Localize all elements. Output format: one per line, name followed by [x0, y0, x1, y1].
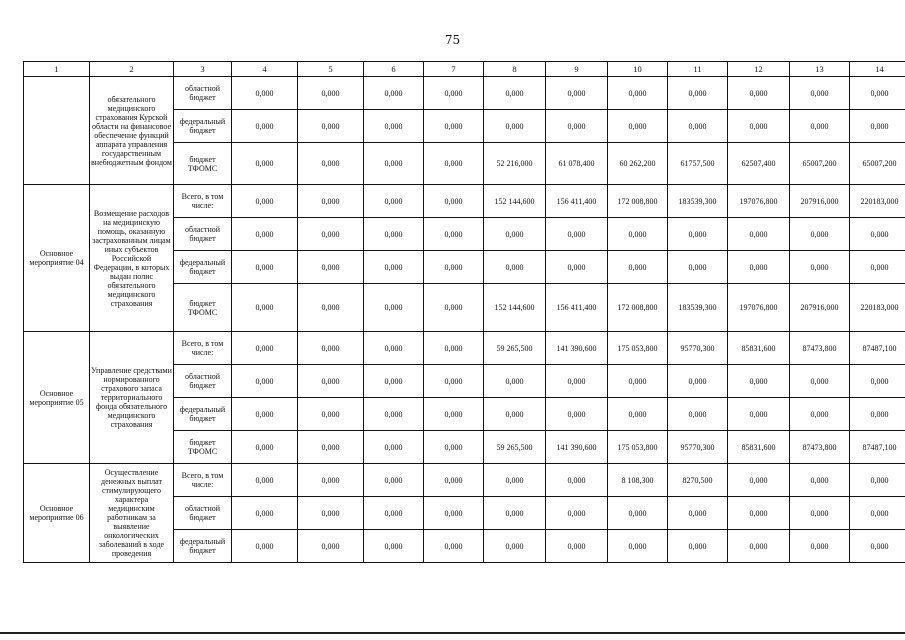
- value-cell: 0,000: [546, 464, 608, 497]
- funding-source-cell: областной бюджет: [174, 365, 232, 398]
- column-header: 12: [728, 62, 790, 77]
- value-cell: 172 008,800: [608, 284, 668, 332]
- value-cell: 207916,000: [790, 284, 850, 332]
- value-cell: 0,000: [424, 143, 484, 185]
- value-cell: 0,000: [546, 365, 608, 398]
- value-cell: 0,000: [424, 365, 484, 398]
- value-cell: 0,000: [668, 398, 728, 431]
- value-cell: 0,000: [364, 365, 424, 398]
- value-cell: 0,000: [850, 218, 905, 251]
- value-cell: 0,000: [608, 365, 668, 398]
- value-cell: 0,000: [728, 464, 790, 497]
- value-cell: 220183,000: [850, 185, 905, 218]
- value-cell: 0,000: [790, 530, 850, 563]
- value-cell: 0,000: [546, 530, 608, 563]
- event-name-cell: Возмещение расходов на медицинскую помощь, оказанную застрахованным лицам иных субъектов Российской Федерации, в которых выдан полис обязательного медицинского страхования: [90, 185, 174, 332]
- value-cell: 0,000: [850, 251, 905, 284]
- value-cell: 85831,600: [728, 332, 790, 365]
- value-cell: 0,000: [364, 110, 424, 143]
- budget-table: [23, 61, 905, 563]
- header-row: [24, 62, 905, 77]
- value-cell: 0,000: [364, 431, 424, 464]
- value-cell: 0,000: [484, 77, 546, 110]
- value-cell: 0,000: [850, 398, 905, 431]
- value-cell: 0,000: [424, 464, 484, 497]
- value-cell: 0,000: [668, 530, 728, 563]
- value-cell: 65007,200: [790, 143, 850, 185]
- value-cell: 0,000: [546, 110, 608, 143]
- funding-source-cell: федеральный бюджет: [174, 398, 232, 431]
- value-cell: 0,000: [232, 143, 298, 185]
- event-name-cell: Осуществление денежных выплат стимулирующего характера медицинским работникам за выявление онкологических заболеваний в ходе проведения: [90, 464, 174, 563]
- value-cell: 0,000: [424, 497, 484, 530]
- value-cell: 0,000: [232, 530, 298, 563]
- event-name-cell: Управление средствами нормированного страхового запаса территориального фонда обязательного медицинского страхования: [90, 332, 174, 464]
- column-header: 13: [790, 62, 850, 77]
- value-cell: 0,000: [728, 251, 790, 284]
- value-cell: 0,000: [424, 251, 484, 284]
- value-cell: 0,000: [298, 110, 364, 143]
- value-cell: 0,000: [364, 185, 424, 218]
- value-cell: 0,000: [364, 77, 424, 110]
- value-cell: 0,000: [298, 251, 364, 284]
- column-header: 4: [232, 62, 298, 77]
- value-cell: 0,000: [364, 143, 424, 185]
- event-cell: [24, 77, 90, 185]
- value-cell: 85831,600: [728, 431, 790, 464]
- value-cell: 62507,400: [728, 143, 790, 185]
- value-cell: 0,000: [232, 332, 298, 365]
- column-header: 8: [484, 62, 546, 77]
- value-cell: 0,000: [728, 497, 790, 530]
- value-cell: 65007,200: [850, 143, 905, 185]
- value-cell: 0,000: [232, 365, 298, 398]
- event-cell: Основное мероприятие 06: [24, 464, 90, 563]
- value-cell: 0,000: [790, 398, 850, 431]
- value-cell: 0,000: [364, 398, 424, 431]
- column-header: 10: [608, 62, 668, 77]
- value-cell: 0,000: [668, 251, 728, 284]
- bottom-border: [0, 632, 905, 634]
- value-cell: 0,000: [364, 530, 424, 563]
- value-cell: 0,000: [424, 431, 484, 464]
- table-row: [24, 185, 905, 218]
- value-cell: 0,000: [668, 218, 728, 251]
- value-cell: 0,000: [364, 218, 424, 251]
- value-cell: 0,000: [424, 398, 484, 431]
- table-body: [24, 62, 905, 563]
- funding-source-cell: Всего, в том числе:: [174, 185, 232, 218]
- value-cell: 0,000: [850, 497, 905, 530]
- event-cell: Основное мероприятие 05: [24, 332, 90, 464]
- event-name-cell: обязательного медицинского страхования Курской области на финансовое обеспечение функций аппарата управления государственным внебюджетным фондом: [90, 77, 174, 185]
- value-cell: 0,000: [298, 218, 364, 251]
- value-cell: 59 265,500: [484, 431, 546, 464]
- event-cell: Основное мероприятие 04: [24, 185, 90, 332]
- value-cell: 0,000: [232, 251, 298, 284]
- table-row: [24, 332, 905, 365]
- value-cell: 0,000: [298, 332, 364, 365]
- value-cell: 0,000: [484, 110, 546, 143]
- value-cell: 0,000: [484, 398, 546, 431]
- value-cell: 0,000: [298, 431, 364, 464]
- value-cell: 0,000: [298, 185, 364, 218]
- value-cell: 61757,500: [668, 143, 728, 185]
- value-cell: 0,000: [728, 110, 790, 143]
- value-cell: 0,000: [728, 398, 790, 431]
- value-cell: 60 262,200: [608, 143, 668, 185]
- value-cell: 0,000: [364, 332, 424, 365]
- value-cell: 0,000: [546, 251, 608, 284]
- page-number: 75: [444, 33, 461, 47]
- value-cell: 0,000: [790, 77, 850, 110]
- value-cell: 152 144,600: [484, 284, 546, 332]
- value-cell: 0,000: [728, 218, 790, 251]
- value-cell: 87473,800: [790, 332, 850, 365]
- value-cell: 0,000: [668, 497, 728, 530]
- value-cell: 95770,300: [668, 332, 728, 365]
- value-cell: 0,000: [298, 464, 364, 497]
- value-cell: 172 008,800: [608, 185, 668, 218]
- value-cell: 197076,800: [728, 185, 790, 218]
- value-cell: 0,000: [232, 110, 298, 143]
- value-cell: 0,000: [424, 332, 484, 365]
- value-cell: 197076,800: [728, 284, 790, 332]
- value-cell: 0,000: [232, 398, 298, 431]
- value-cell: 0,000: [364, 284, 424, 332]
- value-cell: 0,000: [608, 497, 668, 530]
- column-header: 3: [174, 62, 232, 77]
- value-cell: 0,000: [484, 251, 546, 284]
- value-cell: 0,000: [424, 530, 484, 563]
- value-cell: 0,000: [364, 464, 424, 497]
- value-cell: 175 053,800: [608, 332, 668, 365]
- column-header: 5: [298, 62, 364, 77]
- value-cell: 8270,500: [668, 464, 728, 497]
- value-cell: 0,000: [608, 77, 668, 110]
- value-cell: 0,000: [546, 77, 608, 110]
- column-header: 2: [90, 62, 174, 77]
- value-cell: 0,000: [484, 365, 546, 398]
- value-cell: 0,000: [298, 284, 364, 332]
- column-header: 7: [424, 62, 484, 77]
- value-cell: 0,000: [850, 77, 905, 110]
- value-cell: 0,000: [608, 398, 668, 431]
- value-cell: 59 265,500: [484, 332, 546, 365]
- value-cell: 0,000: [298, 365, 364, 398]
- column-header: 6: [364, 62, 424, 77]
- value-cell: 156 411,400: [546, 284, 608, 332]
- funding-source-cell: федеральный бюджет: [174, 530, 232, 563]
- value-cell: 0,000: [790, 110, 850, 143]
- value-cell: 0,000: [608, 530, 668, 563]
- value-cell: 0,000: [850, 530, 905, 563]
- value-cell: 0,000: [298, 497, 364, 530]
- value-cell: 0,000: [790, 365, 850, 398]
- value-cell: 156 411,400: [546, 185, 608, 218]
- value-cell: 183539,300: [668, 185, 728, 218]
- funding-source-cell: федеральный бюджет: [174, 251, 232, 284]
- value-cell: 0,000: [424, 110, 484, 143]
- value-cell: 0,000: [484, 464, 546, 497]
- table-row: [24, 464, 905, 497]
- value-cell: 0,000: [668, 110, 728, 143]
- value-cell: 0,000: [608, 218, 668, 251]
- value-cell: 0,000: [546, 218, 608, 251]
- value-cell: 0,000: [232, 77, 298, 110]
- value-cell: 0,000: [232, 431, 298, 464]
- value-cell: 220183,000: [850, 284, 905, 332]
- value-cell: 8 108,300: [608, 464, 668, 497]
- value-cell: 0,000: [364, 251, 424, 284]
- value-cell: 0,000: [298, 143, 364, 185]
- value-cell: 207916,000: [790, 185, 850, 218]
- funding-source-cell: областной бюджет: [174, 497, 232, 530]
- value-cell: 183539,300: [668, 284, 728, 332]
- value-cell: 0,000: [232, 497, 298, 530]
- funding-source-cell: бюджет ТФОМС: [174, 143, 232, 185]
- value-cell: 87487,100: [850, 332, 905, 365]
- value-cell: 0,000: [728, 365, 790, 398]
- value-cell: 0,000: [424, 77, 484, 110]
- value-cell: 0,000: [546, 497, 608, 530]
- funding-source-cell: федеральный бюджет: [174, 110, 232, 143]
- funding-source-cell: Всего, в том числе:: [174, 332, 232, 365]
- column-header: 14: [850, 62, 905, 77]
- value-cell: 0,000: [232, 284, 298, 332]
- value-cell: 87473,800: [790, 431, 850, 464]
- value-cell: 0,000: [790, 218, 850, 251]
- value-cell: 0,000: [790, 251, 850, 284]
- value-cell: 95770,300: [668, 431, 728, 464]
- value-cell: 87487,100: [850, 431, 905, 464]
- value-cell: 61 078,400: [546, 143, 608, 185]
- value-cell: 0,000: [484, 218, 546, 251]
- value-cell: 0,000: [608, 110, 668, 143]
- funding-source-cell: областной бюджет: [174, 77, 232, 110]
- value-cell: 0,000: [298, 398, 364, 431]
- funding-source-cell: бюджет ТФОМС: [174, 284, 232, 332]
- value-cell: 0,000: [668, 77, 728, 110]
- value-cell: 175 053,800: [608, 431, 668, 464]
- value-cell: 0,000: [546, 398, 608, 431]
- value-cell: 0,000: [484, 530, 546, 563]
- value-cell: 0,000: [364, 497, 424, 530]
- value-cell: 0,000: [424, 185, 484, 218]
- column-header: 1: [24, 62, 90, 77]
- column-header: 11: [668, 62, 728, 77]
- value-cell: 0,000: [608, 251, 668, 284]
- value-cell: 0,000: [484, 497, 546, 530]
- funding-source-cell: бюджет ТФОМС: [174, 431, 232, 464]
- value-cell: 0,000: [728, 77, 790, 110]
- value-cell: 0,000: [232, 464, 298, 497]
- value-cell: 0,000: [850, 464, 905, 497]
- funding-source-cell: областной бюджет: [174, 218, 232, 251]
- value-cell: 0,000: [424, 284, 484, 332]
- table-row: [24, 77, 905, 110]
- value-cell: 0,000: [298, 77, 364, 110]
- value-cell: 0,000: [424, 218, 484, 251]
- value-cell: 0,000: [850, 110, 905, 143]
- value-cell: 141 390,600: [546, 431, 608, 464]
- value-cell: 0,000: [850, 365, 905, 398]
- column-header: 9: [546, 62, 608, 77]
- funding-source-cell: Всего, в том числе:: [174, 464, 232, 497]
- value-cell: 52 216,000: [484, 143, 546, 185]
- value-cell: 0,000: [232, 185, 298, 218]
- value-cell: 0,000: [668, 365, 728, 398]
- value-cell: 0,000: [298, 530, 364, 563]
- value-cell: 0,000: [728, 530, 790, 563]
- value-cell: 141 390,600: [546, 332, 608, 365]
- value-cell: 0,000: [790, 497, 850, 530]
- value-cell: 0,000: [232, 218, 298, 251]
- value-cell: 152 144,600: [484, 185, 546, 218]
- value-cell: 0,000: [790, 464, 850, 497]
